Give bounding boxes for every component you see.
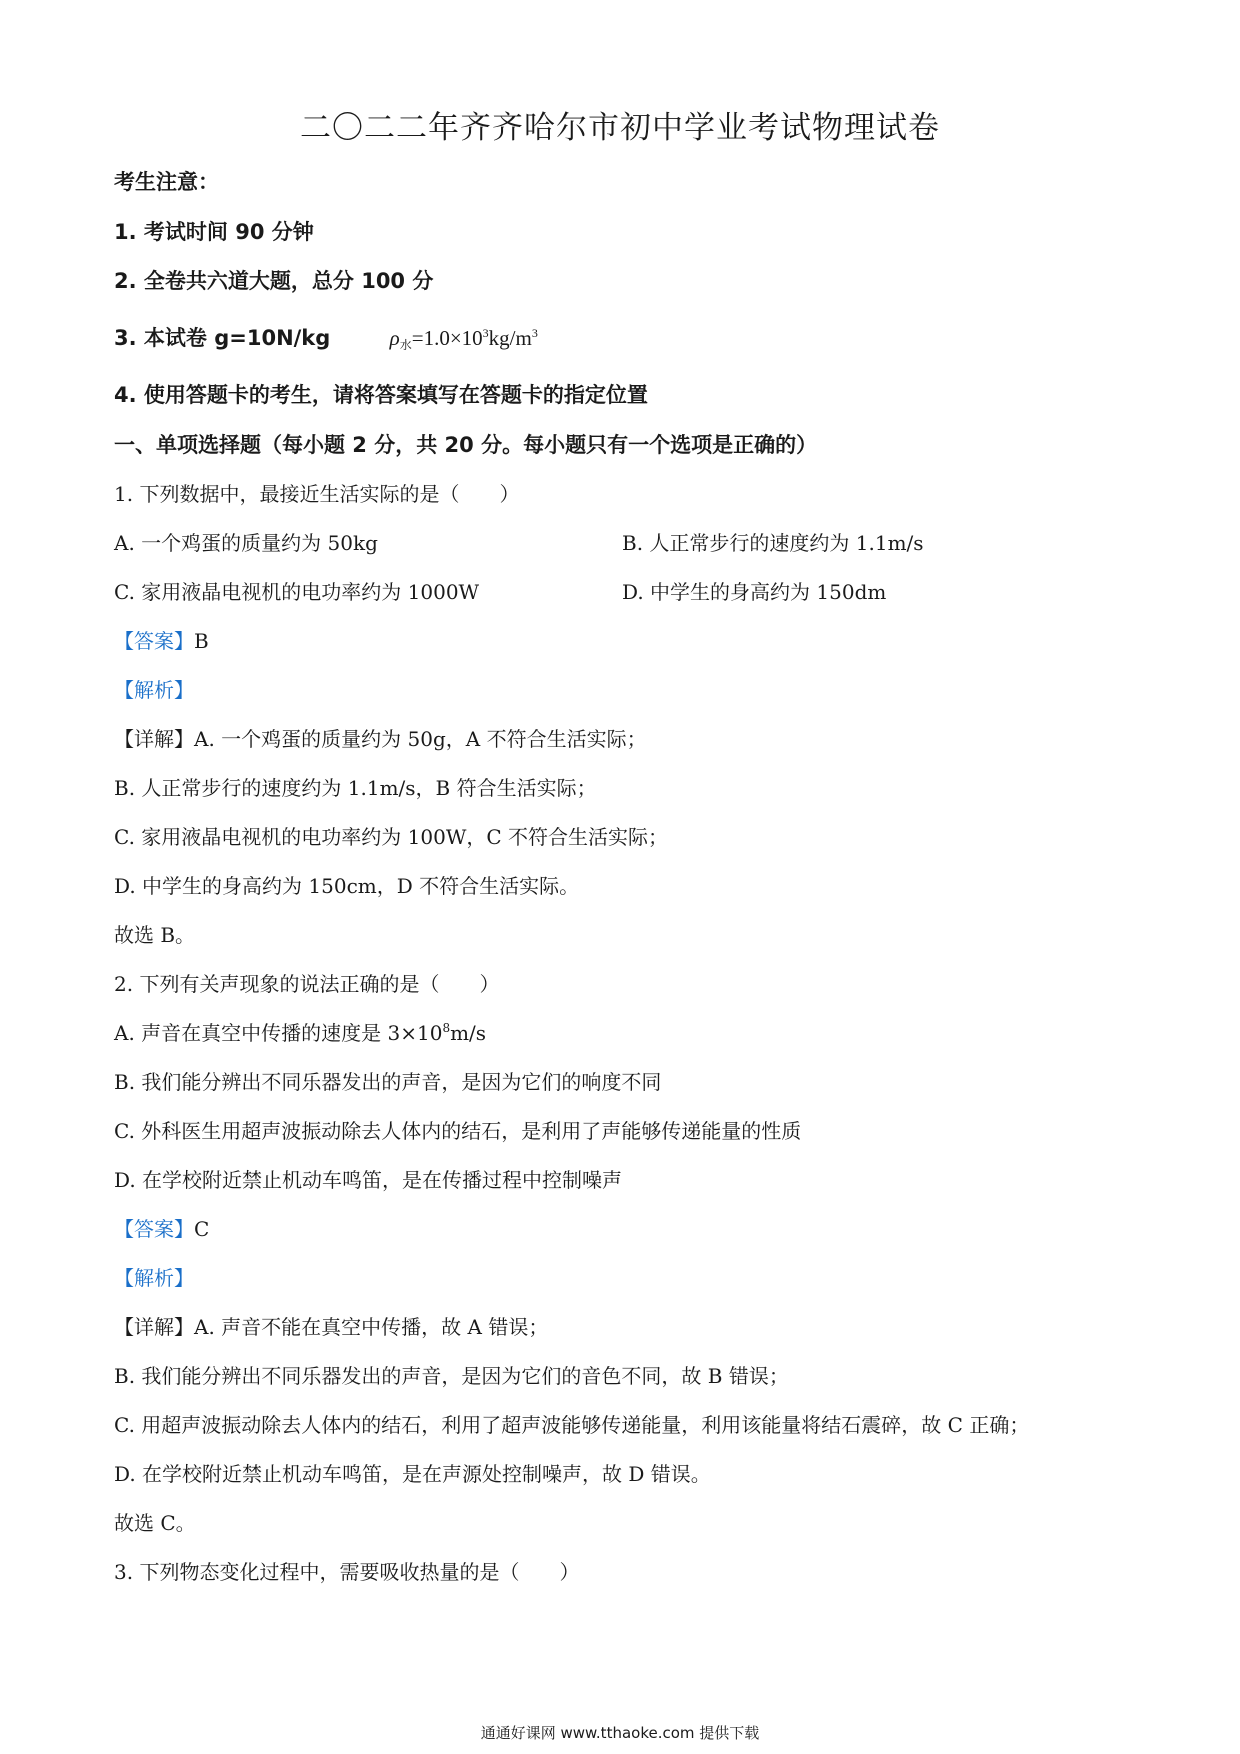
q1-answer (114, 627, 209, 655)
q1-answer-value: B (194, 629, 209, 653)
q2-analysis-tag: 【解析】 (114, 1266, 194, 1290)
q2-option-a-exp: 8 (442, 1021, 451, 1035)
q2-conclusion: 故选 C。 (114, 1511, 196, 1535)
notice-item-2: 2. 全卷共六道大题，总分 100 分 (114, 269, 434, 293)
q2-option-c: C. 外科医生用超声波振动除去人体内的结石，是利用了声能够传递能量的性质 (114, 1119, 802, 1143)
section-heading: 一、单项选择题（每小题 2 分，共 20 分。每小题只有一个选项是正确的） (114, 433, 818, 457)
q2-detail-1 (114, 1313, 548, 1341)
q2-option-a-post: m/s (450, 1021, 487, 1045)
q2-answer (114, 1215, 209, 1243)
formula-rhs: =1.0×10 (411, 326, 483, 350)
page-title: 二〇二二年齐齐哈尔市初中学业考试物理试卷 (300, 110, 940, 146)
notice-item-4: 4. 使用答题卡的考生，请将答案填写在答题卡的指定位置 (114, 383, 648, 407)
q3-stem: 3. 下列物态变化过程中，需要吸收热量的是（ ） (114, 1560, 580, 1584)
page-footer: 通通好课网 www.tthaoke.com 提供下载 (480, 1724, 760, 1742)
q1-option-d: D. 中学生的身高约为 150dm (622, 580, 887, 604)
detail-tag: 【详解】 (114, 727, 194, 751)
q2-option-a (114, 1019, 486, 1047)
notice-heading: 考生注意： (114, 170, 219, 194)
q2-detail-3: C. 用超声波振动除去人体内的结石，利用了超声波能够传递能量，利用该能量将结石震碎，故 C 正确； (114, 1413, 1030, 1437)
q2-detail-2: B. 我们能分辨出不同乐器发出的声音，是因为它们的音色不同，故 B 错误； (114, 1364, 789, 1388)
q2-detail-4: D. 在学校附近禁止机动车鸣笛，是在声源处控制噪声，故 D 错误。 (114, 1462, 711, 1486)
q1-analysis-tag: 【解析】 (114, 678, 194, 702)
formula-rho: ρ (389, 326, 400, 350)
q2-option-a-pre: A. 声音在真空中传播的速度是 3×10 (114, 1021, 443, 1045)
q2-detail-1-text: A. 声音不能在真空中传播，故 A 错误； (194, 1315, 549, 1339)
q1-option-a: A. 一个鸡蛋的质量约为 50kg (114, 531, 378, 555)
q1-option-c: C. 家用液晶电视机的电功率约为 1000W (114, 580, 480, 604)
q1-detail-3: C. 家用液晶电视机的电功率约为 100W，C 不符合生活实际； (114, 825, 669, 849)
q2-stem: 2. 下列有关声现象的说法正确的是（ ） (114, 972, 500, 996)
q2-answer-value: C (194, 1217, 210, 1241)
answer-tag: 【答案】 (114, 1217, 194, 1241)
notice-item-1: 1. 考试时间 90 分钟 (114, 220, 314, 244)
answer-tag: 【答案】 (114, 629, 194, 653)
detail-tag: 【详解】 (114, 1315, 194, 1339)
formula-exp: 3 (482, 326, 489, 340)
formula-rho-sub: 水 (399, 338, 412, 352)
q1-conclusion: 故选 B。 (114, 923, 196, 947)
q1-option-b: B. 人正常步行的速度约为 1.1m/s (622, 531, 924, 555)
formula-unit-exp: 3 (531, 326, 538, 340)
water-density-formula (390, 326, 538, 350)
q1-detail-1-text: A. 一个鸡蛋的质量约为 50g，A 不符合生活实际； (194, 727, 647, 751)
q1-detail-1 (114, 725, 647, 753)
q1-detail-2: B. 人正常步行的速度约为 1.1m/s，B 符合生活实际； (114, 776, 597, 800)
q2-option-b: B. 我们能分辨出不同乐器发出的声音，是因为它们的响度不同 (114, 1070, 662, 1094)
notice-item-3-text: 3. 本试卷 g=10N/kg (114, 326, 331, 350)
q1-stem: 1. 下列数据中，最接近生活实际的是（ ） (114, 482, 520, 506)
formula-unit: kg/m (488, 326, 532, 350)
q2-option-d: D. 在学校附近禁止机动车鸣笛，是在传播过程中控制噪声 (114, 1168, 623, 1192)
notice-item-3 (114, 324, 538, 352)
q1-detail-4: D. 中学生的身高约为 150cm，D 不符合生活实际。 (114, 874, 580, 898)
